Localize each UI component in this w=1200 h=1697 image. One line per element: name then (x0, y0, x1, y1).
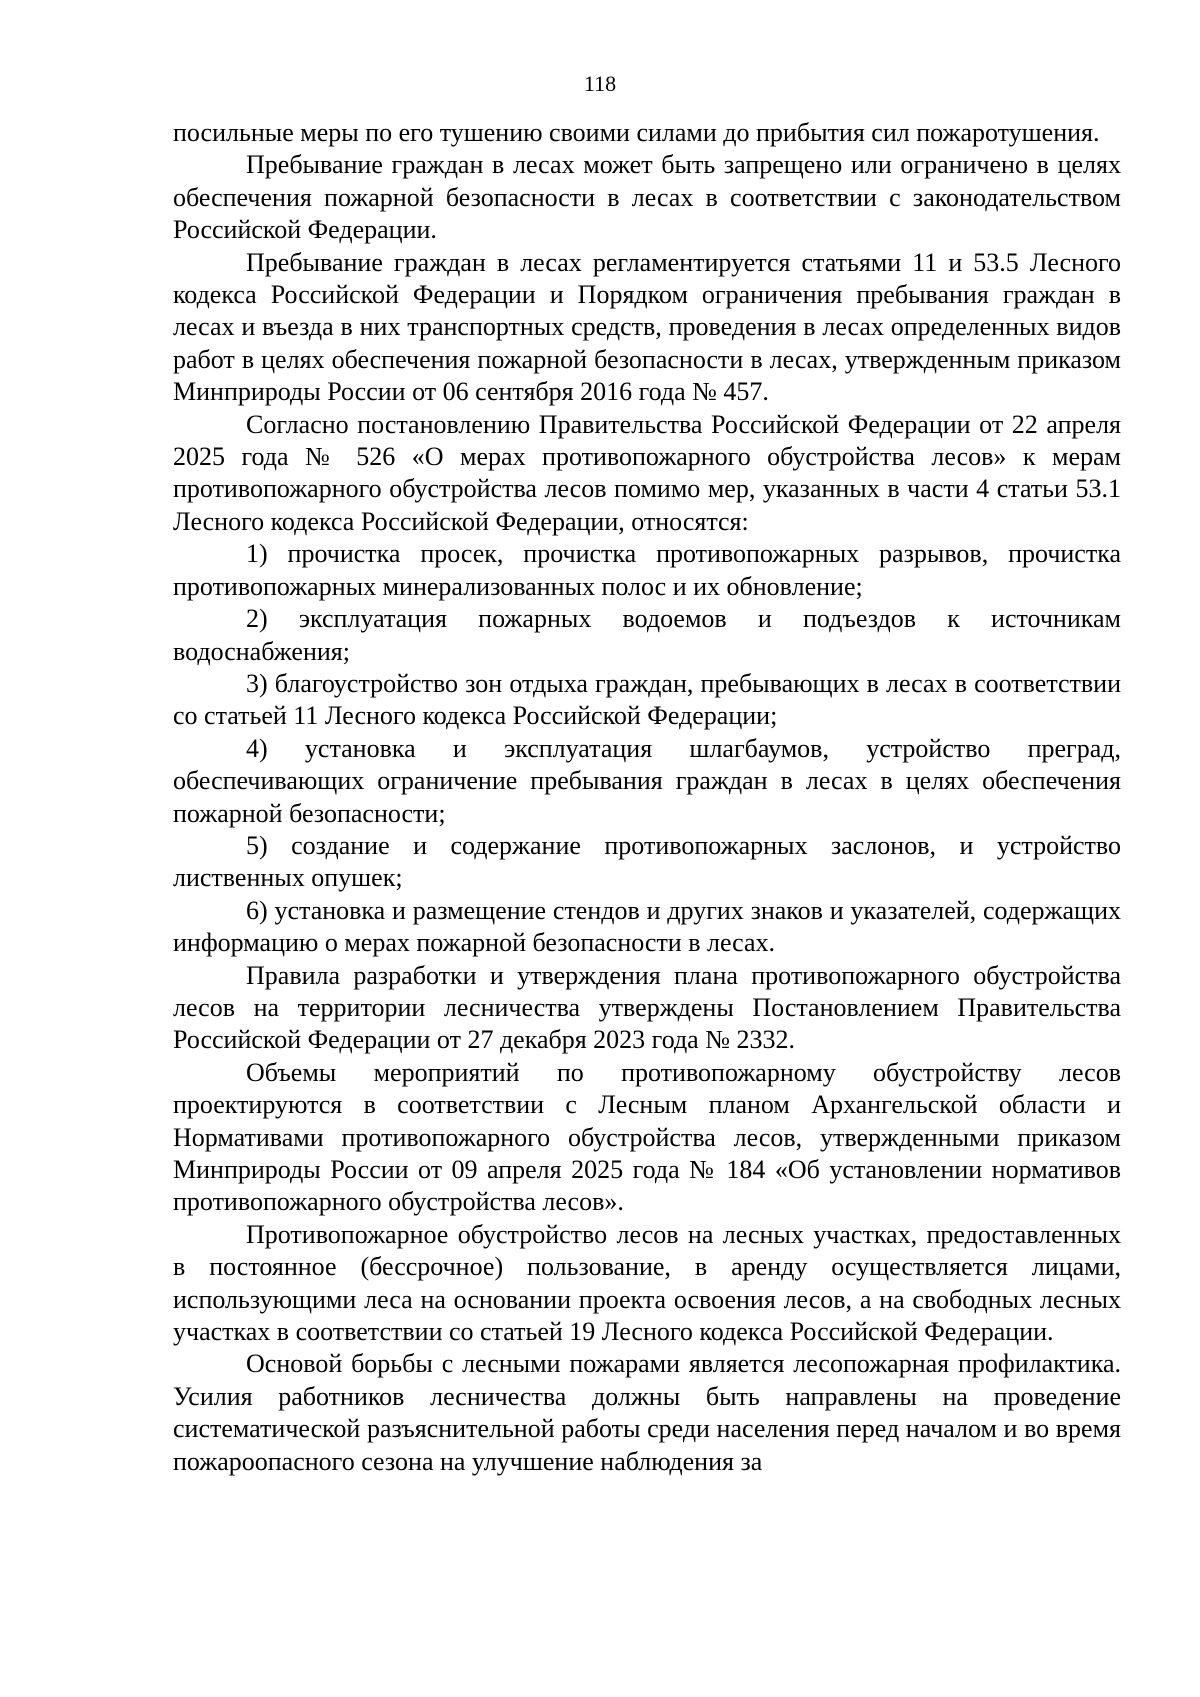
page-number: 118 (583, 71, 617, 96)
paragraph: Пребывание граждан в лесах регламентируется статьями 11 и 53.5 Лесного кодекса Российской Федерации и Порядком ограничения пребывания граждан в лесах и въезда в них транспортных средств, проведения в лесах определенных видов работ в целях обеспечения пожарной безопасности в лесах, утвержденным приказом Минприроды России от 06 сентября 2016 года № 457. (173, 247, 1121, 407)
paragraph: 2) эксплуатация пожарных водоемов и подъездов к источникам водоснабжения; (173, 604, 1121, 666)
paragraph: посильные меры по его тушению своими силами до прибытия сил пожаротушения. (173, 118, 1100, 147)
paragraph: 3) благоустройство зон отдыха граждан, пребывающих в лесах в соответствии со статьей 11 Лесного кодекса Российской Федерации; (173, 668, 1121, 731)
paragraph: 6) установка и размещение стендов и других знаков и указателей, содержащих информацию о мерах пожарной безопасности в лесах. (173, 895, 1121, 958)
paragraph: 5) создание и содержание противопожарных заслонов, и устройство лиственных опушек; (173, 830, 1121, 893)
paragraph: Пребывание граждан в лесах может быть запрещено или ограничено в целях обеспечения пожарной безопасности в лесах в соответствии с законодательством Российской Федерации. (173, 150, 1121, 245)
paragraph: 1) прочистка просек, прочистка противопожарных разрывов, прочистка противопожарных минерализованных полос и их обновление; (173, 539, 1121, 601)
paragraph: Правила разработки и утверждения плана противопожарного обустройства лесов на территории лесничества утверждены Постановлением Правительства Российской Федерации от 27 декабря 2023 года № 2332. (173, 960, 1121, 1055)
paragraph: Объемы мероприятий по противопожарному обустройству лесов проектируются в соответствии с Лесным планом Архангельской области и Нормативами противопожарного обустройства лесов, утвержденными приказом Минприроды России от 09 апреля 2025 года № 184 «Об установлении нормативов противопожарного обустройства лесов». (173, 1057, 1121, 1217)
document-body (173, 117, 1121, 1478)
paragraph: Основой борьбы с лесными пожарами является лесопожарная профилактика. Усилия работников лесничества должны быть направлены на проведение систематической разъяснительной работы среди населения перед началом и во время пожароопасного сезона на улучшение наблюдения за (173, 1349, 1121, 1476)
paragraph: Согласно постановлению Правительства Российской Федерации от 22 апреля 2025 года № 526 «О мерах противопожарного обустройства лесов» к мерам противопожарного обустройства лесов помимо мер, указанных в части 4 статьи 53.1 Лесного кодекса Российской Федерации, относятся: (173, 409, 1121, 536)
paragraph: 4) установка и эксплуатация шлагбаумов, устройство преград, обеспечивающих ограничение пребывания граждан в лесах в целях обеспечения пожарной безопасности; (173, 733, 1121, 828)
paragraph: Противопожарное обустройство лесов на лесных участках, предоставленных в постоянное (бессрочное) пользование, в аренду осуществляется лицами, использующими леса на основании проекта освоения лесов, а на свободных лесных участках в соответствии со статьей 19 Лесного кодекса Российской Федерации. (173, 1219, 1121, 1347)
